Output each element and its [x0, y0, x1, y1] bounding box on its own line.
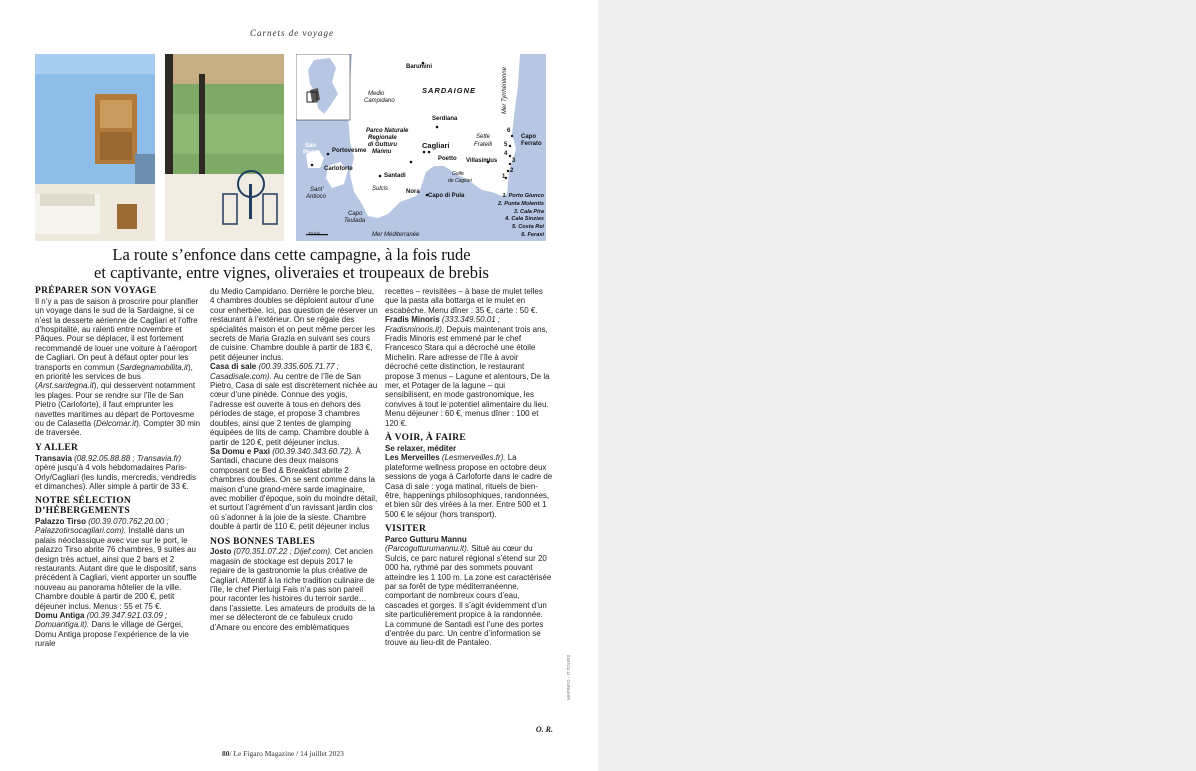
- paragraph-josto-cont: recettes – revisitées – à base de mulet telles que la pasta alla bottarga et le mulet en escabèche. Menu dîner : 35 €, carte : 50 €.: [385, 287, 543, 315]
- sardinia-map: [296, 54, 546, 241]
- author-signature: O. R.: [535, 724, 553, 734]
- venue-name: Casa di sale: [210, 362, 257, 372]
- venue-name: Les Merveilles: [385, 453, 440, 463]
- map-label-capo-di-pula: Capo di Pula: [428, 193, 465, 199]
- map-label-barumini: Barumini: [406, 64, 433, 70]
- terrace-illustration: [165, 54, 284, 241]
- paragraph-palazzo-tirso: [35, 517, 203, 611]
- article-headline: [35, 246, 548, 282]
- link-delcomar: Delcomar.it: [95, 419, 137, 429]
- map-label-di-gutturu: di Gutturu: [368, 142, 397, 148]
- column-2: [210, 287, 378, 632]
- map-label-capo-teulada-2: Teulada: [344, 218, 366, 224]
- bedroom-photo: [35, 54, 155, 241]
- legend-item: 1. Porto Giunco: [502, 193, 544, 199]
- paragraph-josto: [210, 547, 378, 632]
- section-heading-voir-faire: À VOIR, À FAIRE: [385, 433, 467, 444]
- map-label-capo-ferrato-1: Capo: [521, 134, 536, 140]
- map-label-de-cagliari: de Cagliari: [448, 178, 472, 184]
- map-label-capo-ferrato-2: Ferrato: [521, 141, 542, 147]
- venue-name: Domu Antiga: [35, 610, 85, 620]
- section-heading-preparer: PRÉPARER SON VOYAGE: [35, 286, 157, 296]
- map-label-cagliari: Cagliari: [422, 141, 450, 150]
- paragraph-preparer: [35, 297, 203, 438]
- map-label-serdiana: Serdiana: [432, 116, 458, 122]
- map-label-sette: Sette: [476, 134, 491, 140]
- section-heading-tables: NOS BONNES TABLES: [210, 536, 316, 547]
- text-run: Il n’y a pas de saison à proscrire pour planifier un voyage dans le sud de la Sardaigne, si ce n’est la desserte aérienne de Cagliari et l’offre d’hospitalité, au ralenti entre novembre et Pâques. Pour se déplacer, il est fortement recommandé de louer une voiture à l’aéroport de Cagliari. On peut à défaut opter pour les transports en commun (: [35, 296, 199, 372]
- map-label-sardaigne: SARDAIGNE: [422, 86, 477, 95]
- legend-item: 3. Cala Pira: [513, 208, 544, 215]
- map-label-mer-mediterranee: Mer Méditerranée: [372, 232, 420, 238]
- venue-name-parco: Parco Gutturu Mannu: [385, 534, 467, 544]
- venue-text: Dans le village de Gergei, Domu Antiga propose l’expérience de la vie rurale: [35, 620, 189, 649]
- heading-line: D’HÉBERGEMENTS: [35, 506, 130, 517]
- column-3: [385, 287, 553, 733]
- section-heading-visiter: VISITER: [385, 524, 427, 535]
- section-heading-aller: Y ALLER: [35, 442, 79, 453]
- map-legend: [488, 193, 544, 240]
- map-number-5: 5: [504, 142, 508, 148]
- photo-credit: MAPINFO · IT TOURS: [566, 654, 571, 700]
- venue-contact: (00.39.335.605.71.77 ; Casadisale.com).: [210, 362, 339, 381]
- paragraph-domu-antiga-cont: du Medio Campidano. Derrière le porche bleu, 4 chambres doubles se déploient autour d’une cour enherbée. Ici, pas question de réserver un restaurant à l’extérieur. On se régale des spécialités maison et on peut même percer les secrets de Maria Grazia en suivant ses cours de cuisine. Chambre double à partir de 183 €, petit déjeuner inclus.: [210, 287, 378, 362]
- paragraph-les-merveilles: [385, 453, 553, 519]
- map-label-portovesme: Portovesme: [332, 148, 367, 154]
- map-label-capo-teulada-1: Capo: [348, 211, 363, 217]
- terrace-photo: [165, 54, 284, 241]
- map-number-4: 4: [504, 151, 508, 157]
- map-scale-label: 20 km: [308, 231, 321, 236]
- venue-contact: (00.39.070.762.20.00 ; Palazzotirsocagliari.com).: [35, 516, 169, 536]
- headline-line-1: La route s’enfonce dans cette campagne, à la fois rude: [112, 245, 471, 264]
- venue-text: opère jusqu’à 4 vols hebdomadaires Paris-Orly/Cagliari (les lundis, mercredis, vendredis et dimanches). Aller simple à partir de 33 €.: [35, 463, 196, 491]
- map-label-carloforte: Carloforte: [324, 166, 353, 172]
- legend-item: 6. Feraxi: [521, 231, 544, 238]
- page-footer: [222, 749, 344, 758]
- paragraph-casa-di-sale: [210, 362, 378, 447]
- text-run: ). Compter 30 min de traversée.: [35, 419, 201, 438]
- link-sardegnamobilita: Sardegnamobilita.it: [119, 362, 188, 372]
- column-1: [35, 287, 203, 649]
- map-label-san: San: [305, 143, 317, 149]
- map-label-parco: Parco Naturale: [366, 128, 409, 134]
- headline-line-2: et captivante, entre vignes, oliveraies et troupeaux de brebis: [94, 263, 489, 282]
- venue-name: Josto: [210, 547, 232, 557]
- bedroom-illustration: [35, 54, 155, 241]
- paragraph-sa-domu-e-paxi: [210, 447, 378, 532]
- venue-text: À Santadi, chacune des deux maisons composant ce Bed & Breakfast abrite 2 chambres doubles. On se sent comme dans la maison d’une grand-mère sarde imaginaire, avec mobilier d’époque, soin du moindre détail, et surtout l’agrément d’un ravissant jardin clos où s’adonner à la joie de la sieste. Chambre double à partir de 110 €, petit déjeuner inclus: [210, 446, 378, 532]
- text-run: ), qui desservent notamment les plages. Pour se rendre sur l’île de San Pietro (Carloforte), il faut emprunter les navettes maritimes au départ de Portovesme ou de Calasetta (: [35, 381, 196, 429]
- map-label-santadi: Santadi: [384, 173, 406, 179]
- section-heading-hebergements: [35, 497, 203, 517]
- section-rubric: Carnets de voyage: [250, 28, 334, 38]
- map-label-fratelli: Fratelli: [474, 142, 493, 148]
- link-arst: Arst.sardegna.it: [37, 381, 94, 391]
- subheading-relaxer: Se relaxer, méditer: [385, 443, 457, 453]
- venue-contact: (Parcogutturumannu.it).: [385, 544, 470, 554]
- venue-text: Au centre de l’île de San Pietro, Casa di sale est discrètement nichée au cœur d’une pinède. Connue des yogis, l’adresse est ouverte à tous en dehors des périodes de stage, et propose 3 chambres doubles, ainsi que 2 tentes de glamping équipées de lits de camp. Chambre double à partir de 120 €, petit déjeuner inclus.: [210, 371, 378, 447]
- venue-contact: (Lesmerveilles.fr).: [439, 453, 506, 463]
- map-label-pietro: Pietro: [303, 150, 321, 156]
- venue-text: La plateforme wellness propose en octobre deux sessions de yoga à Carloforte dans le cadre de Casa di sale : yoga matinal, rituels de bien-être, happenings philosophiques, randonnées, et bien sûr des virées à la mer. Entre 500 et 1 500 € le séjour (hors transport).: [385, 453, 553, 519]
- paragraph-domu-antiga: [35, 611, 203, 649]
- venue-text: Situé au cœur du Sulcis, ce parc naturel régional s’étend sur 20 000 ha, rythmé par des sommets pouvant atteindre les 1 100 m. La zone est caractérisée par sa forêt de type méditerranéenne, comportant de nombreux cours d’eau, cascades et gorges. Il s’agit évidemment d’un site particulièrement propice à la randonnée. La commune de Santadi est l’une des portes d’entrée du parc. Un centre d’information se trouve au lieu-dit de Pantaleo.: [385, 544, 552, 648]
- map-label-sant: Sant': [310, 187, 324, 193]
- venue-contact: (08.92.05.88.88 ; Transavia.fr): [71, 453, 182, 463]
- venue-name: Fradis Minoris: [385, 315, 440, 325]
- venue-name: Sa Domu e Paxi: [210, 446, 271, 456]
- map-label-medio: Medio: [368, 91, 385, 97]
- venue-text: Installé dans un palais néoclassique avec vue sur le port, le palazzo Tirso abrite 76 chambres, 9 suites au design très actuel, ainsi que 2 bars et 2 restaurants. Autant dire que le dispositif, sans précédent à Cagliari, vient apporter un souffle nouveau au panorama hôtelier de la ville. Chambre double à partir de 200 €, petit déjeuner inclus. Menus : 55 et 75 €.: [35, 526, 197, 611]
- paragraph-parco: [385, 544, 553, 647]
- map-label-poetto: Poetto: [438, 156, 457, 162]
- venue-name: Palazzo Tirso: [35, 516, 86, 526]
- venue-contact: (00.39.347.921.03.09 ; Domuantiga.it).: [35, 610, 168, 630]
- page-number: 80: [222, 749, 230, 758]
- legend-item: 5. Costa Rei: [511, 224, 544, 231]
- venue-contact: (333.349.50.01 ; Fradisminoris.it).: [385, 315, 501, 334]
- map-label-mer-tyrrhenienne: Mer Tyrrhénienne: [502, 67, 508, 114]
- publication-info: / Le Figaro Magazine / 14 juillet 2023: [229, 749, 344, 758]
- venue-text: Cet ancien magasin de stockage est depuis 2017 le repaire de la gastronomie la plus créative de Cagliari. Attentif à la riche tradition culinaire de l’île, le chef Pierluigi Fais n’a pas son pareil pour raconter les histoires du terroir sarde… dans l’assiette. Les amateurs de produits de la mer se délecteront de ce fabuleux crudo d’Amare ou encore des emblématiques: [210, 547, 375, 632]
- venue-contact: (00.39.340.343.60.72).: [270, 446, 354, 456]
- legend-item: 4. Cala Sinzias: [505, 216, 544, 223]
- map-label-antioco: Antioco: [306, 194, 327, 200]
- venue-name: Transavia: [35, 453, 72, 463]
- map-number-6: 6: [507, 128, 511, 134]
- map-label-regionale: Regionale: [368, 135, 397, 141]
- paragraph-transavia: [35, 454, 203, 492]
- text-run: ), en priorité les services de bus (: [35, 362, 193, 391]
- map-number-3: 3: [512, 158, 516, 164]
- legend-item: 2. Punta Molentis: [498, 200, 544, 207]
- venue-contact: (070.351.07.22 ; Dijef.com).: [231, 547, 333, 557]
- map-number-1: 1: [502, 174, 506, 180]
- map-label-sulcis: Sulcis: [372, 186, 389, 192]
- venue-text: Depuis maintenant trois ans, Fradis Minoris est emmené par le chef Francesco Stara qui a décroché une étoile Michelin. Rare adresse de l’île à avoir décroché cette distinction, le restaurant propose 3 menus – Lagune et alentours, De la mer, et Potager de la lagune – qui sensibilisent, en mode gastronomique, les convives à tout le potentiel alimentaire du lieu. Menu déjeuner : 60 €, menus dîner : 100 et 120 €.: [385, 324, 550, 428]
- map-label-nora: Nora: [406, 189, 420, 195]
- map-label-golfe: Golfe: [452, 171, 464, 177]
- map-label-villasimius: Villasimius: [466, 158, 498, 164]
- map-label-campidano: Campidano: [364, 98, 395, 104]
- map-number-2: 2: [510, 168, 514, 174]
- map-label-mannu: Mannu: [372, 149, 392, 155]
- heading-line: NOTRE SÉLECTION: [35, 496, 132, 507]
- paragraph-fradis-minoris: [385, 315, 553, 428]
